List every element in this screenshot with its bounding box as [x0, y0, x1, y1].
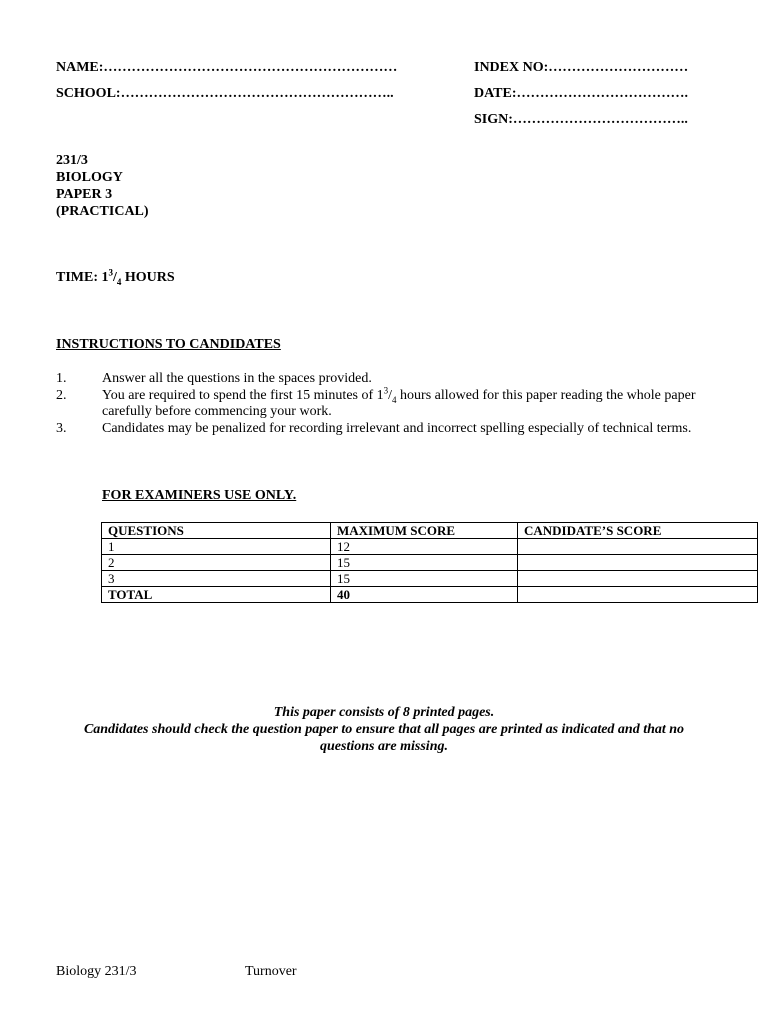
- table-row: [102, 539, 758, 555]
- time-prefix: TIME: 1: [56, 270, 109, 285]
- table-row: [102, 571, 758, 587]
- column-header: MAXIMUM SCORE: [331, 523, 518, 539]
- footer-turnover: Turnover: [245, 964, 297, 979]
- candidate-score: [518, 571, 758, 587]
- question-number: 3: [102, 571, 331, 587]
- question-number: 2: [102, 555, 331, 571]
- instruction-text-b: hours allowed for this paper reading the whole paper carefully before commencing your work.: [102, 387, 696, 419]
- total-maximum-score: 40: [331, 587, 518, 603]
- time-sup: 3: [108, 267, 113, 278]
- instruction-item: [56, 421, 716, 438]
- date-field: DATE:……………………………….: [474, 86, 689, 101]
- paper-info: [56, 152, 149, 220]
- notice-line-1: This paper consists of 8 printed pages.: [273, 705, 495, 720]
- footer-paper-label: Biology 231/3: [56, 964, 137, 979]
- maximum-score: 15: [331, 571, 518, 587]
- name-field: NAME:………………………………………………………: [56, 60, 398, 75]
- table-header-row: [102, 523, 758, 539]
- candidate-score: [518, 539, 758, 555]
- instruction-text: You are required to spend the first 15 minutes of $1^3/_4$ hours allowed for this paper reading the whole paper carefully before commencing your work.: [102, 384, 696, 419]
- school-field: SCHOOL:…………………………………………………..: [56, 86, 394, 101]
- examiners-heading: FOR EXAMINERS USE ONLY.: [102, 488, 297, 503]
- instruction-number: 1.: [56, 371, 67, 386]
- total-label: TOTAL: [102, 587, 331, 603]
- sign-field: SIGN:………………………………..: [474, 112, 688, 127]
- table-row: [102, 555, 758, 571]
- examiners-score-table: [101, 522, 758, 603]
- instruction-text: Candidates may be penalized for recording irrelevant and incorrect spelling especially of technical terms.: [102, 420, 692, 436]
- printed-pages-notice: [56, 704, 712, 755]
- notice-line-2: Candidates should check the question paper to ensure that all pages are printed as indicated and that no questions are missing.: [83, 722, 685, 754]
- column-header: CANDIDATE’S SCORE: [518, 523, 758, 539]
- index-no-field: INDEX NO:…………………………: [474, 60, 689, 75]
- candidate-score: [518, 555, 758, 571]
- paper-number: PAPER 3: [56, 187, 113, 202]
- paper-code: 231/3: [56, 153, 88, 168]
- paper-type: (PRACTICAL): [56, 204, 149, 219]
- instruction-item: [56, 384, 716, 421]
- time-suffix: HOURS: [121, 270, 175, 285]
- instruction-number: 2.: [56, 387, 67, 403]
- table-total-row: [102, 587, 758, 603]
- instruction-text-a: You are required to spend the first 15 minutes of 1: [102, 387, 384, 403]
- instruction-number: 3.: [56, 420, 67, 436]
- instruction-sub: 4: [392, 394, 397, 405]
- total-candidate-score: [518, 587, 758, 603]
- question-number: 1: [102, 539, 331, 555]
- time-sub: 4: [116, 276, 122, 287]
- time-allowed: TIME: $1^3/_4$ HOURS: [56, 267, 175, 287]
- column-header: QUESTIONS: [102, 523, 331, 539]
- instructions-list: [56, 371, 716, 437]
- paper-subject: BIOLOGY: [56, 170, 123, 185]
- instruction-sup: 3: [383, 384, 389, 395]
- maximum-score: 15: [331, 555, 518, 571]
- instructions-heading: INSTRUCTIONS TO CANDIDATES: [56, 337, 281, 352]
- instruction-text: Answer all the questions in the spaces provided.: [102, 371, 372, 386]
- maximum-score: 12: [331, 539, 518, 555]
